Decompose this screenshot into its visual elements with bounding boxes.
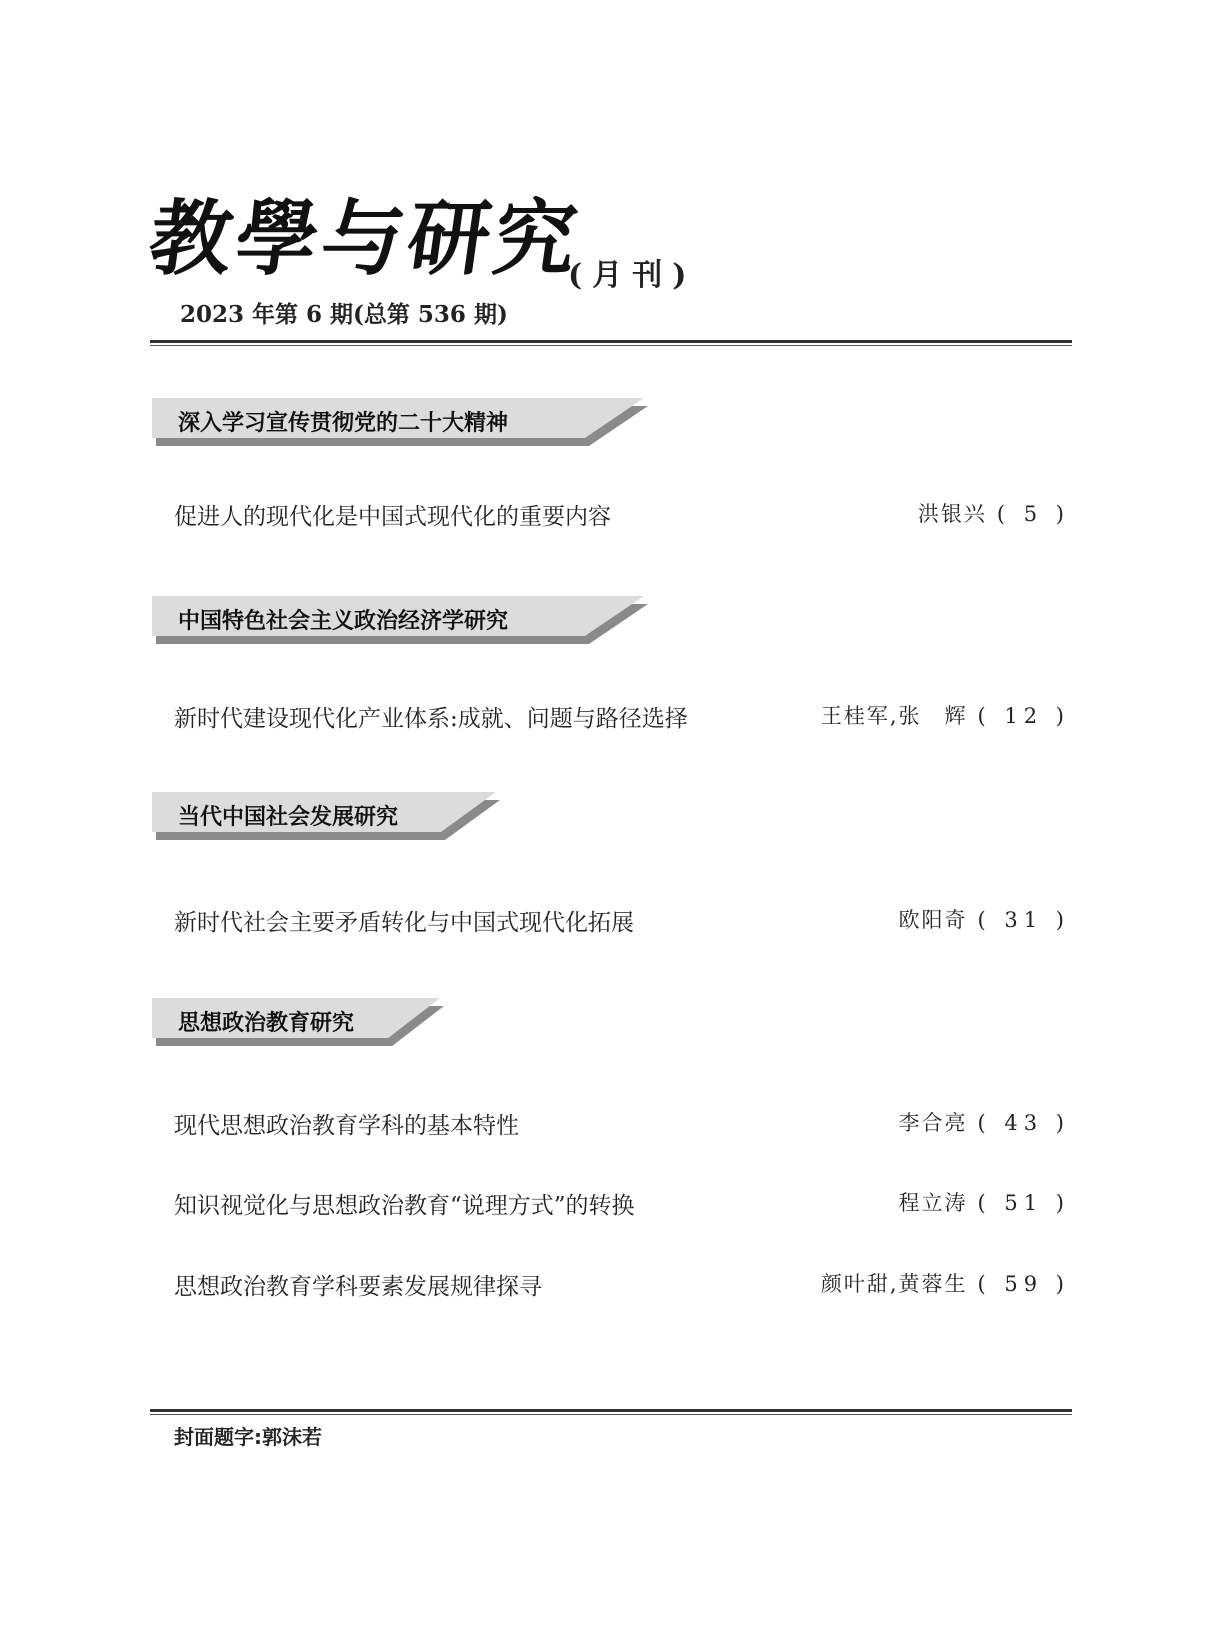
- article-author: 王桂军,张 辉: [820, 704, 968, 728]
- issue-number: 2023 年第 6 期(总第 536 期): [180, 301, 508, 328]
- article-title: 促进人的现代化是中国式现代化的重要内容: [174, 504, 611, 530]
- cover-calligraphy-credit: 封面题字:郭沫若: [174, 1425, 322, 1449]
- article-page-number: ( 43 ): [977, 1111, 1070, 1135]
- section-banner: [152, 596, 648, 644]
- toc-entry[interactable]: [174, 1268, 1070, 1300]
- article-meta: [918, 498, 1070, 528]
- article-title: 思想政治教育学科要素发展规律探寻: [174, 1274, 542, 1300]
- article-page-number: ( 5 ): [996, 502, 1070, 526]
- article-title: 知识视觉化与思想政治教育“说理方式”的转换: [174, 1193, 635, 1219]
- article-page-number: ( 31 ): [977, 908, 1070, 932]
- footer-divider: [150, 1409, 1072, 1412]
- section-banner: [152, 998, 446, 1046]
- toc-entry[interactable]: [174, 1187, 1070, 1219]
- toc-entry[interactable]: [174, 700, 1070, 732]
- toc-entry[interactable]: [174, 904, 1070, 936]
- article-meta: [899, 1187, 1070, 1217]
- section-heading: 思想政治教育研究: [178, 1011, 355, 1036]
- article-meta: [821, 1268, 1070, 1298]
- article-page-number: ( 51 ): [977, 1191, 1070, 1215]
- header-divider: [150, 340, 1072, 343]
- toc-entry[interactable]: [174, 498, 1070, 530]
- journal-title: 教學与研究: [143, 191, 587, 287]
- article-author: 颜叶甜,黄蓉生: [820, 1272, 968, 1296]
- article-author: 李合亮: [898, 1111, 968, 1135]
- toc-entry[interactable]: [174, 1107, 1070, 1139]
- section-heading: 当代中国社会发展研究: [178, 805, 399, 830]
- article-meta: [821, 700, 1070, 730]
- section-heading: 中国特色社会主义政治经济学研究: [178, 609, 509, 634]
- section-banner: [152, 398, 648, 446]
- section-banner: [152, 792, 502, 840]
- section-heading: 深入学习宣传贯彻党的二十大精神: [178, 411, 509, 436]
- article-title: 新时代社会主要矛盾转化与中国式现代化拓展: [174, 910, 634, 936]
- article-author: 洪银兴: [917, 502, 987, 526]
- article-page-number: ( 12 ): [977, 704, 1070, 728]
- article-author: 欧阳奇: [898, 908, 968, 932]
- article-title: 现代思想政治教育学科的基本特性: [174, 1113, 519, 1139]
- article-page-number: ( 59 ): [977, 1272, 1070, 1296]
- article-meta: [899, 904, 1070, 934]
- article-author: 程立涛: [898, 1191, 968, 1215]
- journal-type: (月刊): [568, 258, 697, 293]
- article-title: 新时代建设现代化产业体系:成就、问题与路径选择: [174, 706, 688, 732]
- article-meta: [899, 1107, 1070, 1137]
